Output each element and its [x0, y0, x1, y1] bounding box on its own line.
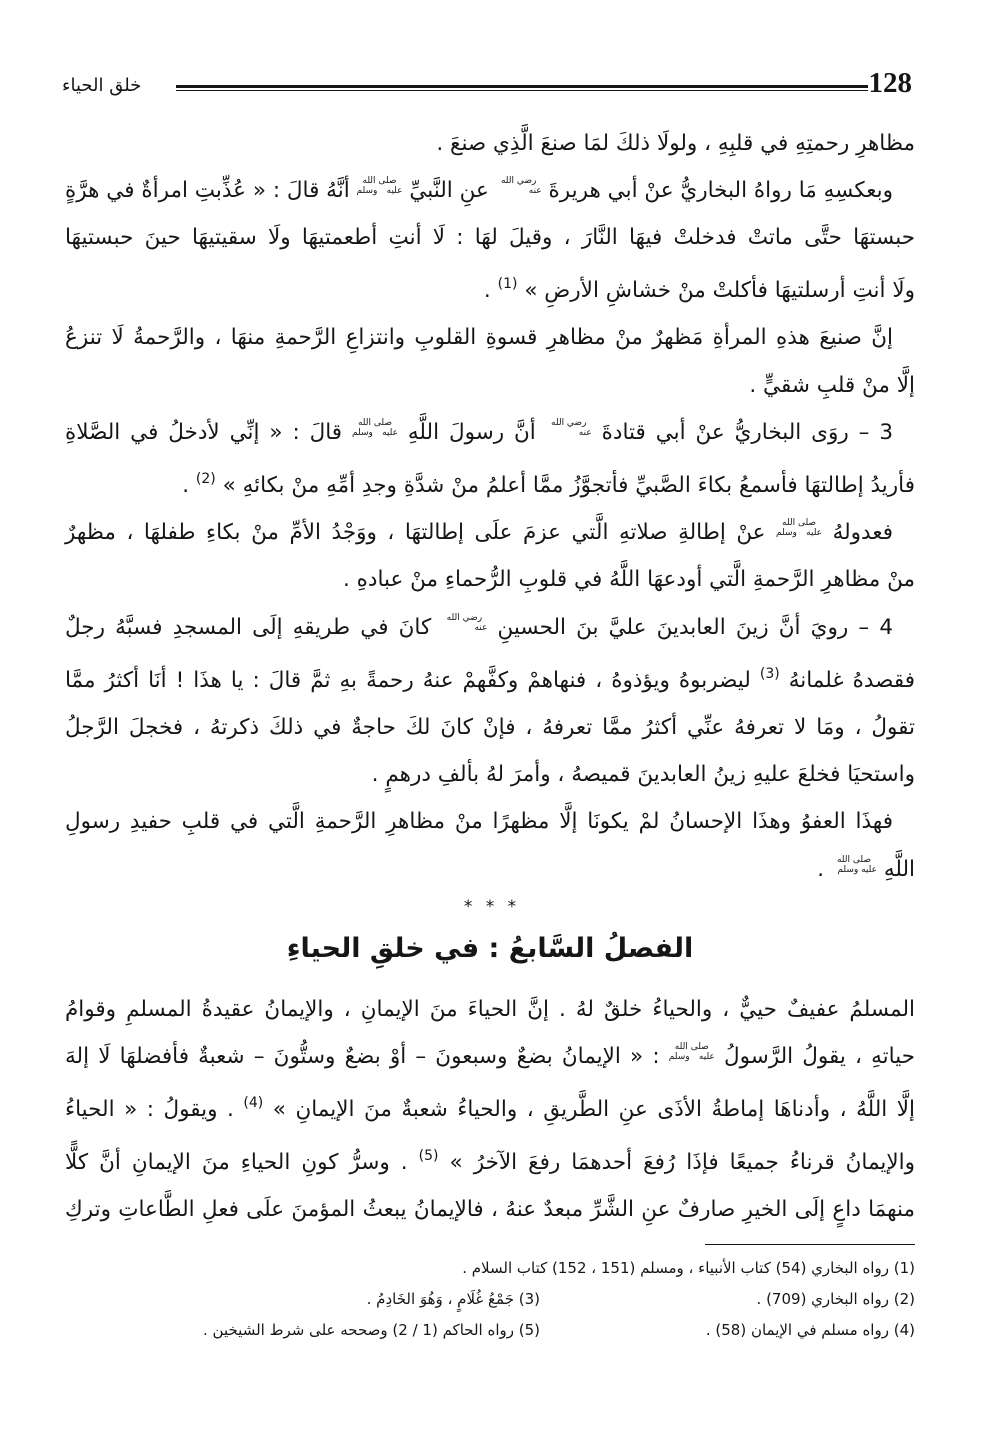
text-segment: واستحيَا فخلعَ عليهِ زينُ العابدينَ قميصهُ ، وأمرَ لهُ بألفِ درهمٍ . — [371, 762, 915, 788]
text-line — [65, 214, 915, 261]
footnote-ref: (3) — [759, 665, 780, 682]
text-line — [65, 846, 915, 893]
text-segment: . ويقولُ : « الحياءُ — [65, 1096, 234, 1122]
section-separator: * * * — [463, 897, 517, 917]
honorific: صلى الله عليه وسلم — [356, 175, 403, 196]
text-line — [65, 604, 915, 651]
text-segment: عنِ النَّبيِّ — [409, 177, 489, 203]
honorific: صلى الله عليه وسلم — [836, 854, 877, 875]
text-line — [65, 167, 915, 214]
text-segment: 4 – رويَ أنَّ زينَ العابدينَ عليَّ بنَ الحسينِ — [497, 614, 893, 640]
text-line — [65, 986, 915, 1033]
text-segment: ليضربوهُ ويؤذوهُ ، فنهاهمْ وكفَّهمْ عنهُ رحمةً بهِ ثمَّ قالَ : يا هذَا ! أنَا أكثرُ ممَّا — [65, 667, 751, 693]
body-text-after-heading — [65, 986, 915, 1234]
text-line — [65, 1133, 915, 1186]
honorific: صلى الله عليه وسلم — [668, 1041, 715, 1062]
footnote-3: (3) جَمْعُ غُلَامٍ ، وَهُوَ الخَادِمُ . — [366, 1290, 540, 1308]
text-segment: . — [182, 473, 190, 499]
text-segment: تقولُ ، ومَا لا تعرفهُ عنِّي أكثرُ ممَّا تعرفهُ ، فإنْ كانَ لكَ حاجةٌ في ذلكَ ذكرتهُ ، فخجلَ الرَّجلُ — [65, 715, 915, 741]
footnote-1: (1) رواه البخاري (54) كتاب الأنبياء ، ومسلم (151 ، 152) كتاب السلام . — [462, 1259, 915, 1277]
footnote-2: (2) رواه البخاري (709) . — [756, 1290, 915, 1308]
text-segment: . وسرُّ كونِ الحياءِ منَ الإيمانِ أنَّ كلًّا — [65, 1150, 408, 1176]
text-line — [65, 798, 915, 845]
footnote-separator — [705, 1244, 915, 1245]
text-line — [65, 651, 915, 704]
text-line — [65, 314, 915, 361]
honorific: رضي الله عنه — [500, 175, 542, 196]
body-text-before-heading — [65, 120, 915, 893]
text-segment: منهمَا داعٍ إلَى الخيرِ صارفٌ عنِ الشَّرِّ مبعدٌ عنهُ ، فالإيمانُ يبعثُ المؤمنَ علَى فعلِ الطَّاعاتِ وتركِ — [65, 1197, 915, 1223]
text-line — [65, 556, 915, 603]
text-segment: المسلمُ عفيفٌ حييٌّ ، والحياءُ خلقٌ لهُ . إنَّ الحياءَ منَ الإيمانِ ، والإيمانُ عقيدةُ المسلمِ وقوامُ — [65, 996, 915, 1022]
text-segment: إلَّا منْ قلبِ شقيٍّ . — [749, 372, 915, 398]
footnote-ref: (2) — [195, 471, 216, 488]
text-line — [65, 261, 915, 314]
text-segment: حبستهَا حتَّى ماتتْ فدخلتْ فيهَا النَّارَ ، وقيلَ لهَا : لَا أنتِ أطعمتيهَا ولَا سقيتيهَا حينَ حبستيهَا — [65, 225, 915, 250]
text-segment: فقصدهُ غلمانهُ — [788, 667, 915, 693]
header-rule — [176, 85, 868, 91]
text-line — [65, 456, 915, 509]
text-line — [65, 1186, 915, 1233]
footnote-ref: (4) — [243, 1094, 264, 1111]
text-segment: اللَّهِ — [883, 856, 915, 882]
text-line — [65, 1033, 915, 1080]
text-segment: عنْ إطالةِ صلاتهِ الَّتي عزمَ علَى إطالتهَا ، ووَجْدُ الأمِّ منْ بكاءِ طفلهَا ، مظهرٌ — [65, 520, 766, 546]
text-segment: . — [483, 278, 491, 304]
text-segment: . — [817, 856, 825, 882]
honorific: رضي الله عنه — [446, 612, 488, 633]
text-line — [65, 362, 915, 409]
page-number: 128 — [868, 67, 912, 99]
honorific: صلى الله عليه وسلم — [776, 518, 823, 539]
text-segment: حياتهِ ، يقولُ الرَّسولُ — [723, 1043, 915, 1069]
text-segment: أنَّهُ قالَ : « عُذِّبتِ امرأةٌ في هرَّةٍ — [65, 177, 350, 203]
text-segment: مظاهرِ رحمتِهِ في قلبِهِ ، ولولَا ذلكَ لمَا صنعَ الَّذِي صنعَ . — [436, 130, 915, 156]
footnote-ref: (1) — [497, 276, 518, 293]
text-segment: كانَ في طريقهِ إلَى المسجدِ فسبَّهُ رجلٌ — [65, 614, 432, 640]
text-line — [65, 509, 915, 556]
text-line — [65, 1080, 915, 1133]
running-title: خلق الحياء — [62, 75, 142, 96]
text-segment: فأريدُ إطالتهَا فأسمعُ بكاءَ الصَّبيِّ فأتجوَّزُ ممَّا أعلمُ منْ شدَّةِ وجدِ أمِّهِ منْ بكائهِ » — [222, 473, 915, 499]
honorific: رضي الله عنه — [551, 417, 592, 438]
text-segment: فعدولهُ — [832, 520, 893, 546]
text-line — [65, 409, 915, 456]
text-segment: إنَّ صنيعَ هذهِ المرأةِ مَظهرٌ منْ مظاهرِ قسوةِ القلوبِ وانتزاعِ الرَّحمةِ منهَا ، والرَّحمةُ لَا تنزعُ — [65, 325, 893, 351]
honorific: صلى الله عليه وسلم — [351, 417, 398, 438]
text-segment: ولَا أنتِ أرسلتيهَا فأكلتْ منْ خشاشِ الأرضِ » — [524, 278, 915, 304]
text-segment: إلَّا اللَّهُ ، وأدناهَا إماطةُ الأذَى عنِ الطَّريقِ ، والحياءُ شعبةٌ منَ الإيمانِ » — [272, 1096, 915, 1122]
chapter-heading: الفصلُ السَّابعُ : في خلقِ الحياءِ — [286, 933, 694, 964]
text-segment: قالَ : « إنِّي لأدخلُ في الصَّلاةِ — [65, 419, 343, 445]
text-segment: والإيمانُ قرناءُ جميعًا فإذَا رُفعَ أحدهمَا رفعَ الآخرُ » — [449, 1150, 915, 1176]
text-segment: فهذَا العفوُ وهذَا الإحسانُ لمْ يكونَا إلَّا مظهرًا منْ مظاهرِ الرَّحمةِ الَّتي في قلبِ حفيدِ رسولِ — [65, 809, 893, 835]
footnote-5: (5) رواه الحاكم (1 / 2) وصححه على شرط الشيخين . — [203, 1321, 540, 1339]
text-segment: منْ مظاهرِ الرَّحمةِ الَّتي أودعهَا اللَّهُ في قلوبِ الرُّحماءِ منْ عبادهِ . — [342, 567, 915, 593]
footnote-ref: (5) — [418, 1148, 439, 1165]
text-segment: : « الإيمانُ بضعٌ وسبعونَ – أوْ بضعٌ وستُّونَ – شعبةٌ فأفضلهَا لَا إلهَ — [65, 1043, 660, 1069]
text-segment: أنَّ رسولَ اللَّهِ — [407, 419, 536, 445]
text-line — [65, 120, 915, 167]
text-line — [65, 704, 915, 751]
text-line — [65, 751, 915, 798]
text-segment: وبعكسِهِ مَا رواهُ البخاريُّ عنْ أبي هريرةَ — [548, 177, 893, 203]
footnote-4: (4) رواه مسلم في الإيمان (58) . — [705, 1321, 915, 1339]
text-segment: 3 – روَى البخاريُّ عنْ أبي قتادةَ — [601, 419, 894, 445]
